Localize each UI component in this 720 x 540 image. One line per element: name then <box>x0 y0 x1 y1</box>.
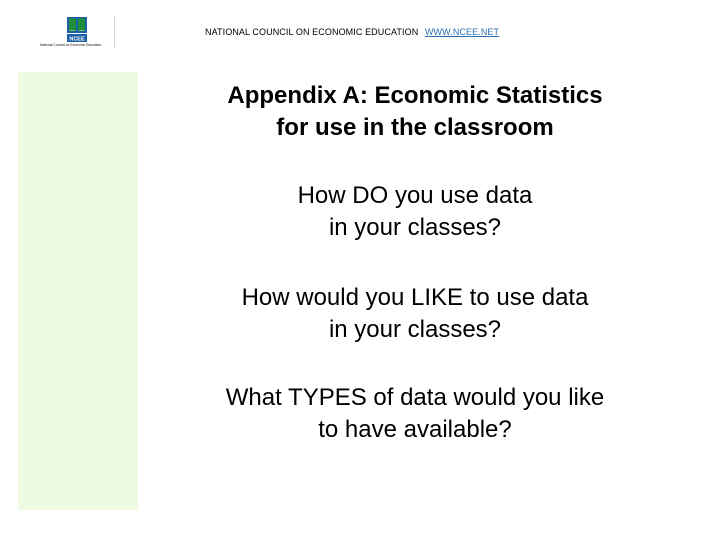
logo-badge-text: NCEE <box>69 36 85 43</box>
question-2-line-1: How would you LIKE to use data <box>241 284 589 311</box>
question-1 <box>180 180 650 244</box>
website-link[interactable]: WWW.NCEE.NET <box>424 27 500 37</box>
slide-title <box>180 80 650 144</box>
logo-caption: National Council on Economic Education <box>40 43 102 47</box>
organization-name: NATIONAL COUNCIL ON ECONOMIC EDUCATION <box>205 27 419 37</box>
question-2 <box>180 282 650 346</box>
question-3-line-2: to have available? <box>318 416 512 443</box>
question-1-line-1: How DO you use data <box>297 182 533 209</box>
question-2-line-2: in your classes? <box>328 316 502 343</box>
question-3-line-1: What TYPES of data would you like <box>225 384 605 411</box>
title-line-1: Appendix A: Economic Statistics <box>227 82 603 109</box>
header-line <box>205 27 499 38</box>
question-3 <box>180 382 650 446</box>
ncee-logo <box>40 14 116 50</box>
ncee-book-icon <box>66 16 88 44</box>
question-1-line-2: in your classes? <box>328 214 502 241</box>
title-line-2: for use in the classroom <box>276 114 554 141</box>
slide-content <box>180 80 650 443</box>
logo-divider <box>114 16 115 48</box>
side-panel <box>18 72 138 510</box>
